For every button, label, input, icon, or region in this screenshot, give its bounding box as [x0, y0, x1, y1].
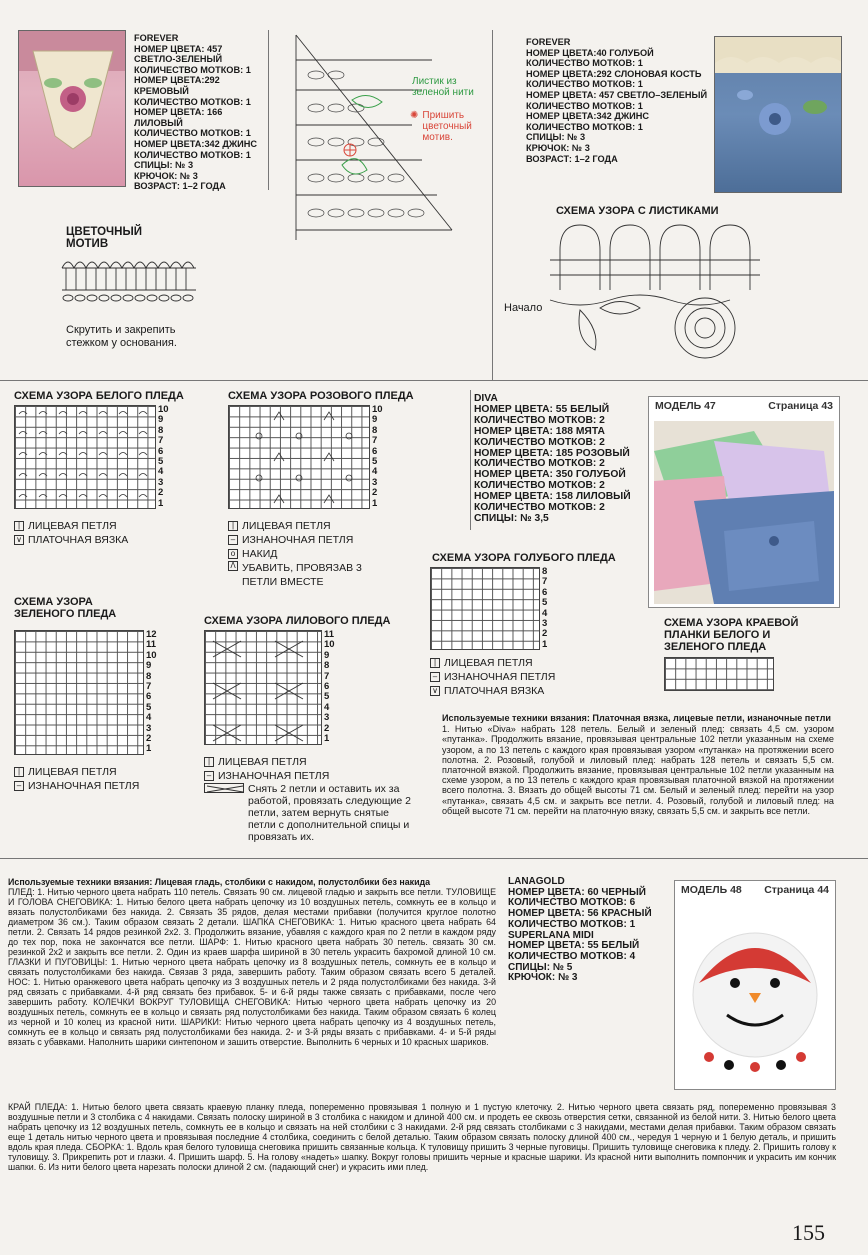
row-number: 12 [146, 629, 157, 640]
row-number: 6 [542, 586, 548, 598]
spec-line: НОМЕР ЦВЕТА: 457 СВЕТЛО–ЗЕЛЕНЫЙ [526, 89, 708, 100]
spec-line: ВОЗРАСТ: 1–2 ГОДА [526, 153, 618, 164]
snowman-techniques-heading: Используемые техники вязания: Лицевая гладь, столбики с накидом, полустолбики без накида [8, 877, 431, 887]
spec-line: КОЛИЧЕСТВО МОТКОВ: 1 [508, 918, 636, 930]
row-number: 6 [324, 681, 330, 693]
model-47-card [648, 396, 840, 608]
lilac-chart-legend [204, 755, 434, 843]
row-number: 10 [324, 639, 335, 651]
cable-cross-icon [204, 783, 244, 793]
spec-line: СПИЦЫ: № 3 [526, 132, 586, 143]
spec-line: ЛИЛОВЫЙ [134, 117, 183, 128]
yarn-spec-forever-blue [526, 37, 712, 164]
spec-line: КОЛИЧЕСТВО МОТКОВ: 1 [134, 149, 251, 160]
spec-line: НОМЕР ЦВЕТА: 56 КРАСНЫЙ [508, 908, 652, 920]
row-number: 7 [324, 670, 330, 682]
model-48-card [674, 880, 836, 1090]
row-number: 3 [158, 476, 164, 488]
row-number: 11 [324, 629, 335, 640]
model-48-label: МОДЕЛЬ 48 [681, 884, 742, 896]
row-number: 5 [158, 456, 164, 468]
page-number: 155 [792, 1220, 825, 1245]
flower-mark-icon: ✺ [410, 110, 419, 121]
legend-purl: ИЗНАНОЧНАЯ ПЕТЛЯ [28, 780, 140, 792]
row-number: 8 [372, 424, 378, 436]
row-number: 3 [146, 722, 152, 734]
legend-knit: ЛИЦЕВАЯ ПЕТЛЯ [28, 520, 117, 532]
lilac-chart-title: СХЕМА УЗОРА ЛИЛОВОГО ПЛЕДА [204, 615, 391, 627]
legend-purl: ИЗНАНОЧНАЯ ПЕТЛЯ [444, 671, 556, 683]
spec-line: НОМЕР ЦВЕТА:40 ГОЛУБОЙ [526, 47, 654, 58]
row-number: 9 [324, 649, 330, 661]
row-number: 10 [158, 404, 169, 415]
spec-line: НОМЕР ЦВЕТА: 350 ГОЛУБОЙ [474, 469, 626, 481]
spec-line: КОЛИЧЕСТВО МОТКОВ: 2 [474, 436, 605, 448]
row-number: 9 [372, 414, 378, 426]
blankets-instructions-text: 1. Нитью «Diva» набрать 128 петель. Белый и зеленый плед: связать 4,5 см. узором «путанка». Продолжить вязание, провязывая центральные 102 петли указанным на схеме узором, а по 13 петель с каждого края провязывая узором «путанка» на протяжении всего полотна. 2. Розовый, голубой и лиловый плед: набрать 128 петель и связать 5,5 см. платочной вязкой. Продолжить вязание, провязывая центральные 102 петли указанным на схеме узором, а по 13 петель с каждого края провязывая платочной вязкой на протяжении всего полотна. 3. Вязать до общей высоты 71 см. Белый и зеленый плед: перейти на узор «путанка», связать 4,5 см. и закрыть все петли. 4. Розовый, голубой и лиловый плед: на общей высоте 71 см. перейти на платочную вязку, связать 5,5 см. и закрыть все петли. [442, 724, 834, 816]
row-number: 7 [146, 681, 152, 693]
divider [268, 30, 269, 190]
snowman-photo [679, 903, 831, 1087]
spec-line: КРЮЧОК: № 3 [526, 142, 590, 153]
knit-stitch-icon: | [228, 521, 238, 531]
purl-stitch-icon: – [430, 672, 440, 682]
blankets-photo [654, 421, 834, 604]
leaf-crochet-diagram [540, 220, 770, 370]
edge-chart-title: СХЕМА УЗОРА КРАЕВОЙ ПЛАНКИ БЕЛОГО И ЗЕЛЕНОГО ПЛЕДА [664, 617, 799, 653]
section-divider [0, 380, 868, 381]
pink-blanket-photo [18, 30, 126, 187]
lilac-chart-grid [204, 630, 322, 745]
spec-line: НОМЕР ЦВЕТА: 55 БЕЛЫЙ [474, 403, 610, 415]
knit-stitch-icon: | [14, 767, 24, 777]
spec-line: СПИЦЫ: № 3,5 [474, 512, 549, 524]
yarn-spec-diva [474, 394, 649, 525]
divider [492, 30, 493, 380]
blue-chart-legend [430, 656, 555, 698]
legend-cable-cross: Снять 2 петли и оставить их за работой, провязать следующие 2 петли, затем вернуть снятые петли с дополнительной спицы и провязать их. [248, 783, 412, 843]
blue-chart-grid [430, 567, 540, 650]
pink-chart-row-numbers [372, 405, 383, 509]
legend-purl: ИЗНАНОЧНАЯ ПЕТЛЯ [242, 534, 354, 546]
green-chart-legend [14, 765, 139, 793]
white-chart-title: СХЕМА УЗОРА БЕЛОГО ПЛЕДА [14, 390, 184, 402]
white-chart-row-numbers [158, 405, 169, 509]
yarn-spec-forever-pink [134, 33, 274, 192]
section-divider [0, 858, 868, 859]
blankets-techniques-heading: Используемые техники вязания: Платочная вязка, лицевые петли, изнаночные петли [442, 713, 831, 723]
attach-flower-note: ✺ Пришить цветочный мотив. [410, 110, 472, 143]
row-number: 4 [146, 712, 152, 724]
spec-line: НОМЕР ЦВЕТА: 188 МЯТА [474, 425, 605, 437]
spec-line: НОМЕР ЦВЕТА:342 ДЖИНС [134, 138, 258, 149]
lilac-chart-row-numbers [324, 630, 335, 744]
pink-chart-grid [228, 405, 370, 509]
row-number: 1 [542, 638, 548, 650]
leaf-note: Листик из зеленой нити [412, 76, 474, 98]
row-number: 8 [158, 424, 164, 436]
row-number: 1 [372, 497, 378, 509]
motif-note: Скрутить и закрепить стежком у основания. [66, 324, 177, 349]
blue-blanket-photo [714, 36, 842, 193]
spec-line: КОЛИЧЕСТВО МОТКОВ: 1 [526, 58, 643, 69]
spec-line: КРЕМОВЫЙ [134, 85, 189, 96]
leaf-scheme-title: СХЕМА УЗОРА С ЛИСТИКАМИ [556, 205, 719, 217]
row-number: 3 [372, 476, 378, 488]
spec-line: КОЛИЧЕСТВО МОТКОВ: 1 [526, 100, 643, 111]
row-number: 5 [542, 597, 548, 609]
row-number: 2 [146, 733, 152, 745]
white-chart-legend [14, 519, 128, 547]
garter-stitch-icon: ∨ [14, 535, 24, 545]
snowman-assembly-text: КРАЙ ПЛЕДА: 1. Нитью белого цвета связать краевую планку пледа, попеременно провязывая 1 полную и 1 пустую клеточку. 2. Нитью черного цвета связать ряд, попеременно провязывая 3 воздушные петли и 3 столбика с 4 накидами. Связать полоску шириной в 3 столбика с накидом и длиной 400 см. и продеть ее сквозь отверстия сетки, связанной из белой нити. 3. Нитью белого цвета набрать цепочку из 12 воздушных петель, сомкнуть ее в кольцо и связать на ней столбики с 3 накидами. 2-й ряд связать столбиками с 3 накидами, местами делая прибавки. Таким образом связать еще 1 деталь нитью черного цвета и провязывая последние 4 столбика, соединить с белой деталью. Таким образом связать полоску длиной 400 см., чередуя 1 черную и 1 белую деталь, и пришить вдоль края пледа. СБОРКА: 1. Вдоль края белого туловища снеговика пришить связанные кольца. К туловищу пришить 3 черные пуговицы. Пришить туловище снеговика к пледу. 2. Пришить голову к туловищу. 3. Прикрепить рот и глазки. 4. Пришить шарф. 5. На голову «надеть» шапку. Вокруг головы пришить черные и красные шарики. Из красной нити выполнить помпончик и украсить им кончик шапки. 6. Из нити белого цвета нарезать полоски длиной 2 см. (падающий снег) и украсить ими плед. [8, 1102, 836, 1172]
spec-line: FOREVER [526, 37, 571, 47]
green-chart-grid [14, 630, 144, 755]
row-number: 9 [158, 414, 164, 426]
legend-yarn-over: НАКИД [242, 548, 278, 560]
row-number: 3 [324, 712, 330, 724]
spec-line: НОМЕР ЦВЕТА: 185 РОЗОВЫЙ [474, 447, 630, 459]
spec-line: НОМЕР ЦВЕТА: 158 ЛИЛОВЫЙ [474, 491, 631, 503]
spec-line: КОЛИЧЕСТВО МОТКОВ: 1 [526, 79, 643, 90]
row-number: 1 [324, 733, 330, 745]
yarn-over-icon: o [228, 549, 238, 559]
green-chart-title: СХЕМА УЗОРА ЗЕЛЕНОГО ПЛЕДА [14, 596, 117, 620]
legend-garter: ПЛАТОЧНАЯ ВЯЗКА [444, 685, 545, 697]
row-number: 10 [146, 649, 157, 661]
spec-line: КОЛИЧЕСТВО МОТКОВ: 2 [474, 502, 605, 514]
row-number: 4 [372, 466, 378, 478]
legend-decrease: УБАВИТЬ, ПРОВЯЗАВ 3 ПЕТЛИ ВМЕСТЕ [242, 562, 362, 588]
spec-line: СПИЦЫ: № 5 [508, 961, 573, 973]
row-number: 8 [146, 670, 152, 682]
row-number: 2 [372, 487, 378, 499]
spec-line: КРЮЧОК: № 3 [508, 972, 578, 984]
spec-line: КОЛИЧЕСТВО МОТКОВ: 2 [474, 480, 605, 492]
row-number: 4 [542, 607, 548, 619]
spec-line: КОЛИЧЕСТВО МОТКОВ: 6 [508, 897, 636, 909]
purl-stitch-icon: – [14, 781, 24, 791]
spec-line: НОМЕР ЦВЕТА: 55 БЕЛЫЙ [508, 940, 640, 952]
snowman-instructions [8, 877, 496, 1047]
flower-motif-diagram [58, 254, 200, 304]
model-47-label: МОДЕЛЬ 47 [655, 400, 716, 412]
spec-line: ВОЗРАСТ: 1–2 ГОДА [134, 181, 226, 192]
model-48-page: Страница 44 [764, 884, 829, 896]
spec-line: НОМЕР ЦВЕТА: 166 [134, 107, 223, 118]
model-47-page: Страница 43 [768, 400, 833, 412]
row-number: 6 [372, 445, 378, 457]
pink-chart-title: СХЕМА УЗОРА РОЗОВОГО ПЛЕДА [228, 390, 414, 402]
knit-stitch-icon: | [204, 757, 214, 767]
row-number: 9 [146, 660, 152, 672]
spec-line: КОЛИЧЕСТВО МОТКОВ: 2 [474, 414, 605, 426]
row-number: 3 [542, 618, 548, 630]
row-number: 2 [324, 722, 330, 734]
spec-line: КОЛИЧЕСТВО МОТКОВ: 1 [134, 96, 251, 107]
row-number: 6 [158, 445, 164, 457]
decrease-icon: Λ [228, 561, 238, 571]
spec-line: КОЛИЧЕСТВО МОТКОВ: 2 [474, 458, 605, 470]
blue-chart-row-numbers [542, 567, 547, 650]
row-number: 4 [324, 701, 330, 713]
spec-line: СПИЦЫ: № 3 [134, 160, 194, 171]
row-number: 8 [324, 660, 330, 672]
spec-line: НОМЕР ЦВЕТА: 60 ЧЕРНЫЙ [508, 886, 646, 898]
start-label: Начало [504, 302, 543, 314]
edge-chart-grid [664, 657, 774, 691]
spec-line: КРЮЧОК: № 3 [134, 170, 198, 181]
spec-line: SUPERLANA MIDI [508, 929, 594, 941]
green-chart-row-numbers [146, 630, 157, 755]
flower-motif-title: ЦВЕТОЧНЫЙ МОТИВ [66, 226, 142, 250]
knit-stitch-icon: | [430, 658, 440, 668]
spec-line: НОМЕР ЦВЕТА:292 СЛОНОВАЯ КОСТЬ [526, 68, 702, 79]
row-number: 2 [158, 487, 164, 499]
row-number: 7 [372, 435, 378, 447]
spec-line: НОМЕР ЦВЕТА: 457 [134, 43, 223, 54]
legend-knit: ЛИЦЕВАЯ ПЕТЛЯ [444, 657, 533, 669]
spec-line: КОЛИЧЕСТВО МОТКОВ: 4 [508, 950, 636, 962]
row-number: 5 [324, 691, 330, 703]
spec-line: FOREVER [134, 33, 179, 43]
blankets-instructions [442, 713, 834, 816]
row-number: 4 [158, 466, 164, 478]
garter-stitch-icon: ∨ [430, 686, 440, 696]
legend-knit: ЛИЦЕВАЯ ПЕТЛЯ [28, 766, 117, 778]
spec-line: КОЛИЧЕСТВО МОТКОВ: 1 [526, 121, 643, 132]
legend-knit: ЛИЦЕВАЯ ПЕТЛЯ [242, 520, 331, 532]
legend-garter: ПЛАТОЧНАЯ ВЯЗКА [28, 534, 129, 546]
row-number: 7 [542, 576, 548, 588]
spec-line: СВЕТЛО-ЗЕЛЕНЫЙ [134, 54, 223, 65]
row-number: 7 [158, 435, 164, 447]
yarn-spec-lanagold [508, 877, 668, 984]
row-number: 6 [146, 691, 152, 703]
row-number: 11 [146, 639, 157, 651]
row-number: 1 [158, 497, 164, 509]
white-chart-grid [14, 405, 156, 509]
legend-purl: ИЗНАНОЧНАЯ ПЕТЛЯ [218, 770, 330, 782]
blue-chart-title: СХЕМА УЗОРА ГОЛУБОГО ПЛЕДА [432, 552, 616, 564]
row-number: 10 [372, 404, 383, 415]
snowman-instructions-text: ПЛЕД: 1. Нитью черного цвета набрать 110 петель. Связать 90 см. лицевой гладью и закрыть все петли. ТУЛОВИЩЕ И ГОЛОВА СНЕГОВИКА: 1. Нитью белого цвета набрать цепочку из 10 воздушных петель, сомкнуть ее в кольцо и вязать полустолбиками без накида. 2. Связать 35 рядов, делая местами прибавки (получится круглое полотно диаметром 36 см.). Таким образом связать 2 детали. ШАПКА СНЕГОВИКА: 1. Нитью красного цвета набрать 64 петли. 2. Связать 14 рядов резинкой 2х2. 3. Продолжить вязание, убавляя с каждого края по 2 петли в каждом ряду до тех пор, пока не закончатся все петли. ШАРФ: 1. Нитью красного цвета набрать 30 петель. связать 30 см. резинкой 2х2 и закрыть все петли. 2. Один из краев шарфа шириной в 30 петель украсить бахромой длиной 10 см. ГЛАЗКИ И ПУГОВИЦЫ: 1. Нитью черного цвета набрать цепочку из 8 воздушных петель, сомкнуть ее в кольцо и связать полустолбиками без накида. Связав 3 ряда, завершить работу. Таким образом связать всего 5 деталей. НОС: 1. Нитью оранжевого цвета набрать цепочку из 3 воздушных петель и 2 ряда полустолбиками без накида. 3-й ряд связать с прибавками. 4-й ряд связать без прибавок. 5- и 6-й ряды также связать с прибавками, после чего завершить работу. КОЛЕЧКИ ВОКРУГ ТУЛОВИЩА СНЕГОВИКА: Нитью черного цвета набрать цепочку из 20 воздушных петель, сомкнуть ее в кольцо и связать ряд полустолбиками без накида. Таким образом связать 6 колец из черной и 10 колец из красной нити. ШАРИКИ: Нитью черного цвета набрать цепочку из 4 воздушных петель, сомкнуть ее в кольцо и связать ряд полустолбиками без накида. 2- и 3-й ряды вязать с прибавками. 4- и 5-й ряды вязать с убавками. Наполнить шарики синтепоном и зашить отверстие. Выполнить 6 черных и 10 красных шариков. [8, 887, 496, 1047]
spec-line: КОЛИЧЕСТВО МОТКОВ: 1 [134, 128, 251, 139]
knit-stitch-icon: | [14, 521, 24, 531]
row-number: 8 [542, 566, 548, 577]
purl-stitch-icon: – [228, 535, 238, 545]
legend-knit: ЛИЦЕВАЯ ПЕТЛЯ [218, 756, 307, 768]
row-number: 5 [372, 456, 378, 468]
purl-stitch-icon: – [204, 771, 214, 781]
pink-chart-legend [228, 519, 378, 589]
spec-line: DIVA [474, 393, 498, 404]
row-number: 1 [146, 743, 152, 755]
spec-line: КОЛИЧЕСТВО МОТКОВ: 1 [134, 64, 251, 75]
row-number: 2 [542, 628, 548, 640]
row-number: 5 [146, 701, 152, 713]
spec-line: НОМЕР ЦВЕТА:342 ДЖИНС [526, 111, 650, 122]
spec-line: LANAGOLD [508, 876, 565, 887]
spec-line: НОМЕР ЦВЕТА:292 [134, 75, 220, 86]
divider [470, 390, 471, 530]
